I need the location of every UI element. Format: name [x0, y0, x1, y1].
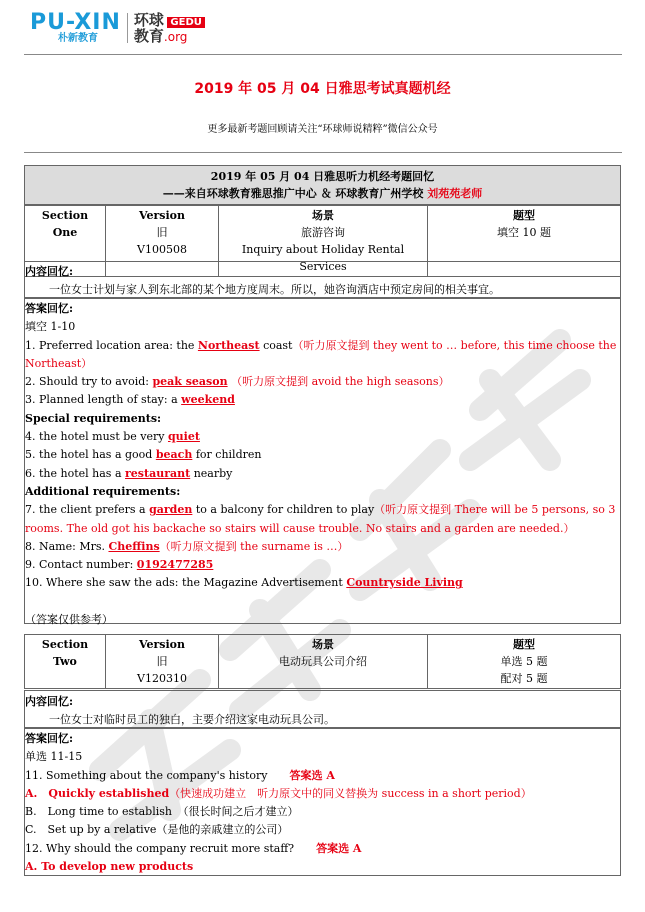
section1-answers — [25, 300, 619, 629]
gedu-badge: GEDU — [167, 17, 204, 28]
q11: 11. Something about the company's history 答案选 A — [25, 768, 335, 782]
section2-scene: 电动玩具公司介绍 — [279, 655, 367, 668]
q7: 7. the client prefers a garden to a balcony for children to play（听力原文提到 There will be 5 persons, so 3 rooms. The old got his backache so stairs will cause trouble. No stairs and a garden are needed.） — [25, 503, 616, 535]
brand-sub: 朴新教育 — [58, 33, 98, 44]
section1-content — [25, 263, 619, 300]
q10: 10. Where she saw the ads: the Magazine Advertisement Countryside Living — [25, 576, 463, 590]
q11-option-c: C. Set up by a relative（是他的亲戚建立的公司） — [25, 823, 289, 837]
section1-name: One — [52, 226, 78, 239]
section1-version-a: 旧 — [156, 226, 168, 239]
reference-note: （答案仅供参考） — [25, 613, 113, 627]
teacher-name: 刘苑苑老师 — [427, 187, 483, 200]
q5: 5. the hotel has a good beach for children — [25, 448, 262, 462]
col-version: Version — [138, 209, 186, 222]
special-label: Special requirements: — [25, 411, 162, 425]
page-title: 2019 年 05 月 04 日雅思考试真题机经 — [194, 81, 451, 97]
q6: 6. the hotel has a restaurant nearby — [25, 466, 233, 480]
col-section: Section One — [25, 206, 106, 277]
q11-option-b: B. Long time to establish （很长时间之后才建立） — [25, 805, 299, 819]
section1-type: 填空 10 题 — [497, 226, 551, 239]
answer-label: 答案回忆: — [25, 302, 74, 315]
page-subtitle: 更多最新考题回顾请关注“环球师说精粹”微信公众号 — [207, 124, 438, 135]
header-line2: ——来自环球教育雅思推广中心 ＆ 环球教育广州学校 — [162, 187, 424, 200]
header-line1: 2019 年 05 月 04 日雅思听力机经考题回忆 — [210, 170, 435, 183]
q9: 9. Contact number: 0192477285 — [25, 558, 214, 572]
q1: 1. Preferred location area: the Northeast coast（听力原文提到 they went to … before, this time choose the Northeast） — [25, 338, 617, 370]
col-scene: 场景 — [312, 209, 334, 222]
section2-version-a: 旧 — [156, 655, 168, 668]
q11-option-a: A. Quickly established（快速成功建立 听力原文中的同义替换为 success in a short period） — [25, 786, 532, 800]
section2-table: Section Two Version 旧 V120310 场景 电动玩具公司介绍 题型 单选 5 题 配对 5 题 — [24, 634, 621, 689]
content-text: 一位女士计划与家人到东北部的某个地方度周末。所以，她咨询酒店中预定房间的相关事宜。 — [49, 283, 500, 297]
section1-scene-a: 旅游咨询 — [301, 226, 345, 239]
brand-logo — [30, 10, 205, 46]
section2-type-a: 单选 5 题 — [500, 655, 548, 668]
q12-option-a: A. To develop new products — [25, 860, 194, 874]
section2-content: 内容回忆: 一位女士对临时员工的独白，主要介绍这家电动玩具公司。 — [25, 695, 335, 727]
partner-name-2: 教育 — [133, 27, 164, 45]
section2-answers: 答案回忆: 单选 11-15 11. Something about the company's history 答案选 A A. Quickly established（快速成功建立 听力原文中的同义替换为 success in a short period） B. Long time to establish （很长时间之后才建立） C. Set up by a relative（是他的亲戚建立的公司） 12. Why should the company recruit more staff? 答案选 A A. To develop new products — [25, 730, 619, 876]
doc-header — [24, 165, 621, 205]
brand-name: PU-XIN — [30, 10, 121, 35]
q4: 4. the hotel must be very quiet — [25, 430, 200, 444]
section1-version-b: V100508 — [137, 243, 187, 256]
org-suffix: .org — [163, 30, 188, 44]
section2-version-b: V120310 — [137, 672, 187, 685]
additional-label: Additional requirements: — [25, 484, 181, 498]
section1-scene-b: Inquiry about Holiday Rental Services — [241, 243, 405, 273]
q2: 2. Should try to avoid: peak season （听力原文提到 avoid the high seasons） — [25, 375, 450, 389]
content-label: 内容回忆: — [25, 265, 74, 278]
q3: 3. Planned length of stay: a weekend — [25, 393, 235, 407]
q8: 8. Name: Mrs. Cheffins（听力原文提到 the surname is …） — [25, 539, 349, 553]
answer-range: 填空 1-10 — [25, 320, 76, 334]
section2-type-b: 配对 5 题 — [500, 672, 548, 685]
partner-name: 环球 — [133, 11, 164, 29]
q12: 12. Why should the company recruit more staff? 答案选 A — [25, 841, 362, 855]
section2-name: Two — [53, 655, 77, 668]
col-type: 题型 — [513, 209, 535, 222]
